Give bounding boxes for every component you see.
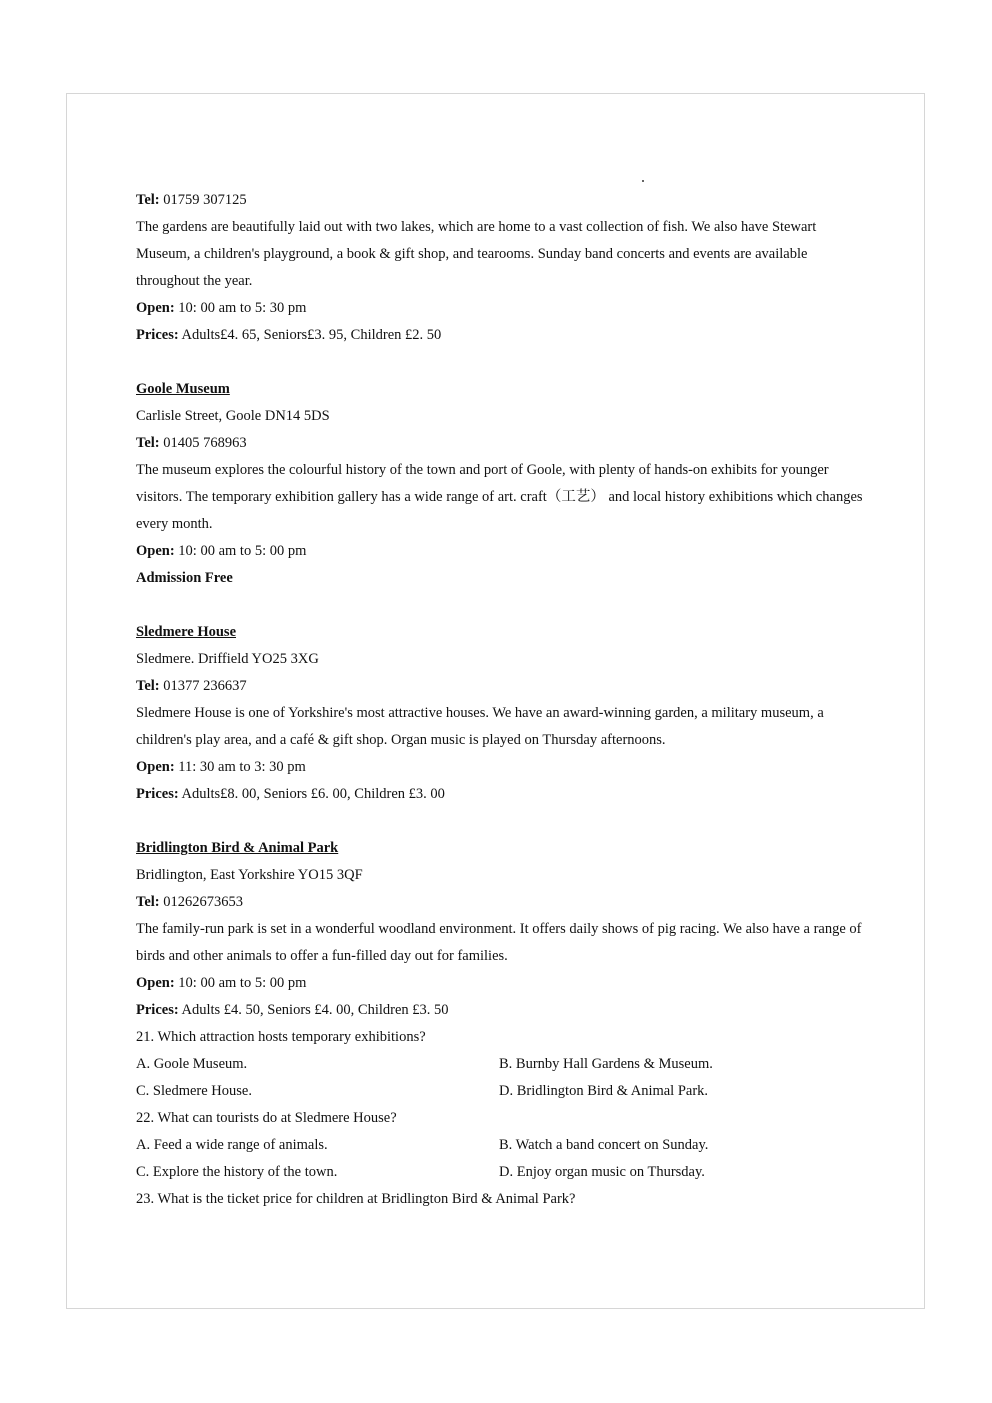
goole-open: Open: 10: 00 am to 5: 00 pm (136, 543, 307, 559)
question-option: C. Sledmere House. (136, 1083, 252, 1099)
bridlington-tel: Tel: 01262673653 (136, 894, 244, 910)
question-option: D. Enjoy organ music on Thursday. (499, 1164, 705, 1180)
document-body (136, 187, 866, 1213)
question-option: A. Feed a wide range of animals. (136, 1137, 328, 1153)
question-option: A. Goole Museum. (136, 1056, 248, 1072)
question-stem: 23. What is the ticket price for children at Bridlington Bird & Animal Park? (136, 1191, 576, 1207)
question-option: D. Bridlington Bird & Animal Park. (499, 1083, 709, 1099)
burnby-open: Open: 10: 00 am to 5: 30 pm (136, 300, 307, 316)
question-option: B. Burnby Hall Gardens & Museum. (499, 1056, 713, 1072)
bridlington-heading: Bridlington Bird & Animal Park (136, 840, 339, 856)
burnby-tel: Tel: 01759 307125 (136, 192, 247, 208)
sledmere-section (136, 619, 866, 808)
section-gap (136, 592, 866, 619)
stray-dot (642, 180, 644, 182)
sledmere-prices: Prices: Adults£8. 00, Seniors £6. 00, Children £3. 00 (136, 786, 445, 802)
sledmere-heading: Sledmere House (136, 624, 237, 640)
goole-section (136, 376, 866, 592)
question-option-row (136, 1051, 866, 1078)
burnby-description: The gardens are beautifully laid out with two lakes, which are home to a vast collection of fish. We also have Stewart Museum, a children's playground, a book & gift shop, and tearooms. Sunday band concerts and events are available throughout the year. (136, 219, 817, 289)
bridlington-address: Bridlington, East Yorkshire YO15 3QF (136, 867, 363, 883)
goole-address: Carlisle Street, Goole DN14 5DS (136, 408, 330, 424)
bridlington-prices: Prices: Adults £4. 50, Seniors £4. 00, Children £3. 50 (136, 1002, 449, 1018)
question-option-row (136, 1078, 866, 1105)
sledmere-address: Sledmere. Driffield YO25 3XG (136, 651, 319, 667)
burnby-prices: Prices: Adults£4. 65, Seniors£3. 95, Children £2. 50 (136, 327, 442, 343)
question-option-row (136, 1159, 866, 1186)
question-option-row (136, 1132, 866, 1159)
goole-description: The museum explores the colourful history of the town and port of Goole, with plenty of hands-on exhibits for younger visitors. The temporary exhibition gallery has a wide range of art. craft（工艺） and local history exhibitions which changes every month. (136, 462, 863, 532)
questions (136, 1024, 866, 1213)
sledmere-open: Open: 11: 30 am to 3: 30 pm (136, 759, 306, 775)
goole-admission: Admission Free (136, 570, 233, 586)
question-option: C. Explore the history of the town. (136, 1164, 338, 1180)
goole-tel: Tel: 01405 768963 (136, 435, 247, 451)
question-stem: 22. What can tourists do at Sledmere House? (136, 1110, 397, 1126)
bridlington-open: Open: 10: 00 am to 5: 00 pm (136, 975, 307, 991)
section-gap (136, 349, 866, 376)
goole-heading: Goole Museum (136, 381, 230, 397)
burnby-section (136, 187, 866, 349)
question-option: B. Watch a band concert on Sunday. (499, 1137, 709, 1153)
question-stem: 21. Which attraction hosts temporary exhibitions? (136, 1029, 426, 1045)
sledmere-tel: Tel: 01377 236637 (136, 678, 247, 694)
bridlington-description: The family-run park is set in a wonderful woodland environment. It offers daily shows of pig racing. We also have a range of birds and other animals to offer a fun-filled day out for families. (136, 921, 862, 964)
sledmere-description: Sledmere House is one of Yorkshire's most attractive houses. We have an award-winning garden, a military museum, a children's play area, and a café & gift shop. Organ music is played on Thursday afternoons. (136, 705, 824, 748)
bridlington-section (136, 835, 866, 1024)
section-gap (136, 808, 866, 835)
